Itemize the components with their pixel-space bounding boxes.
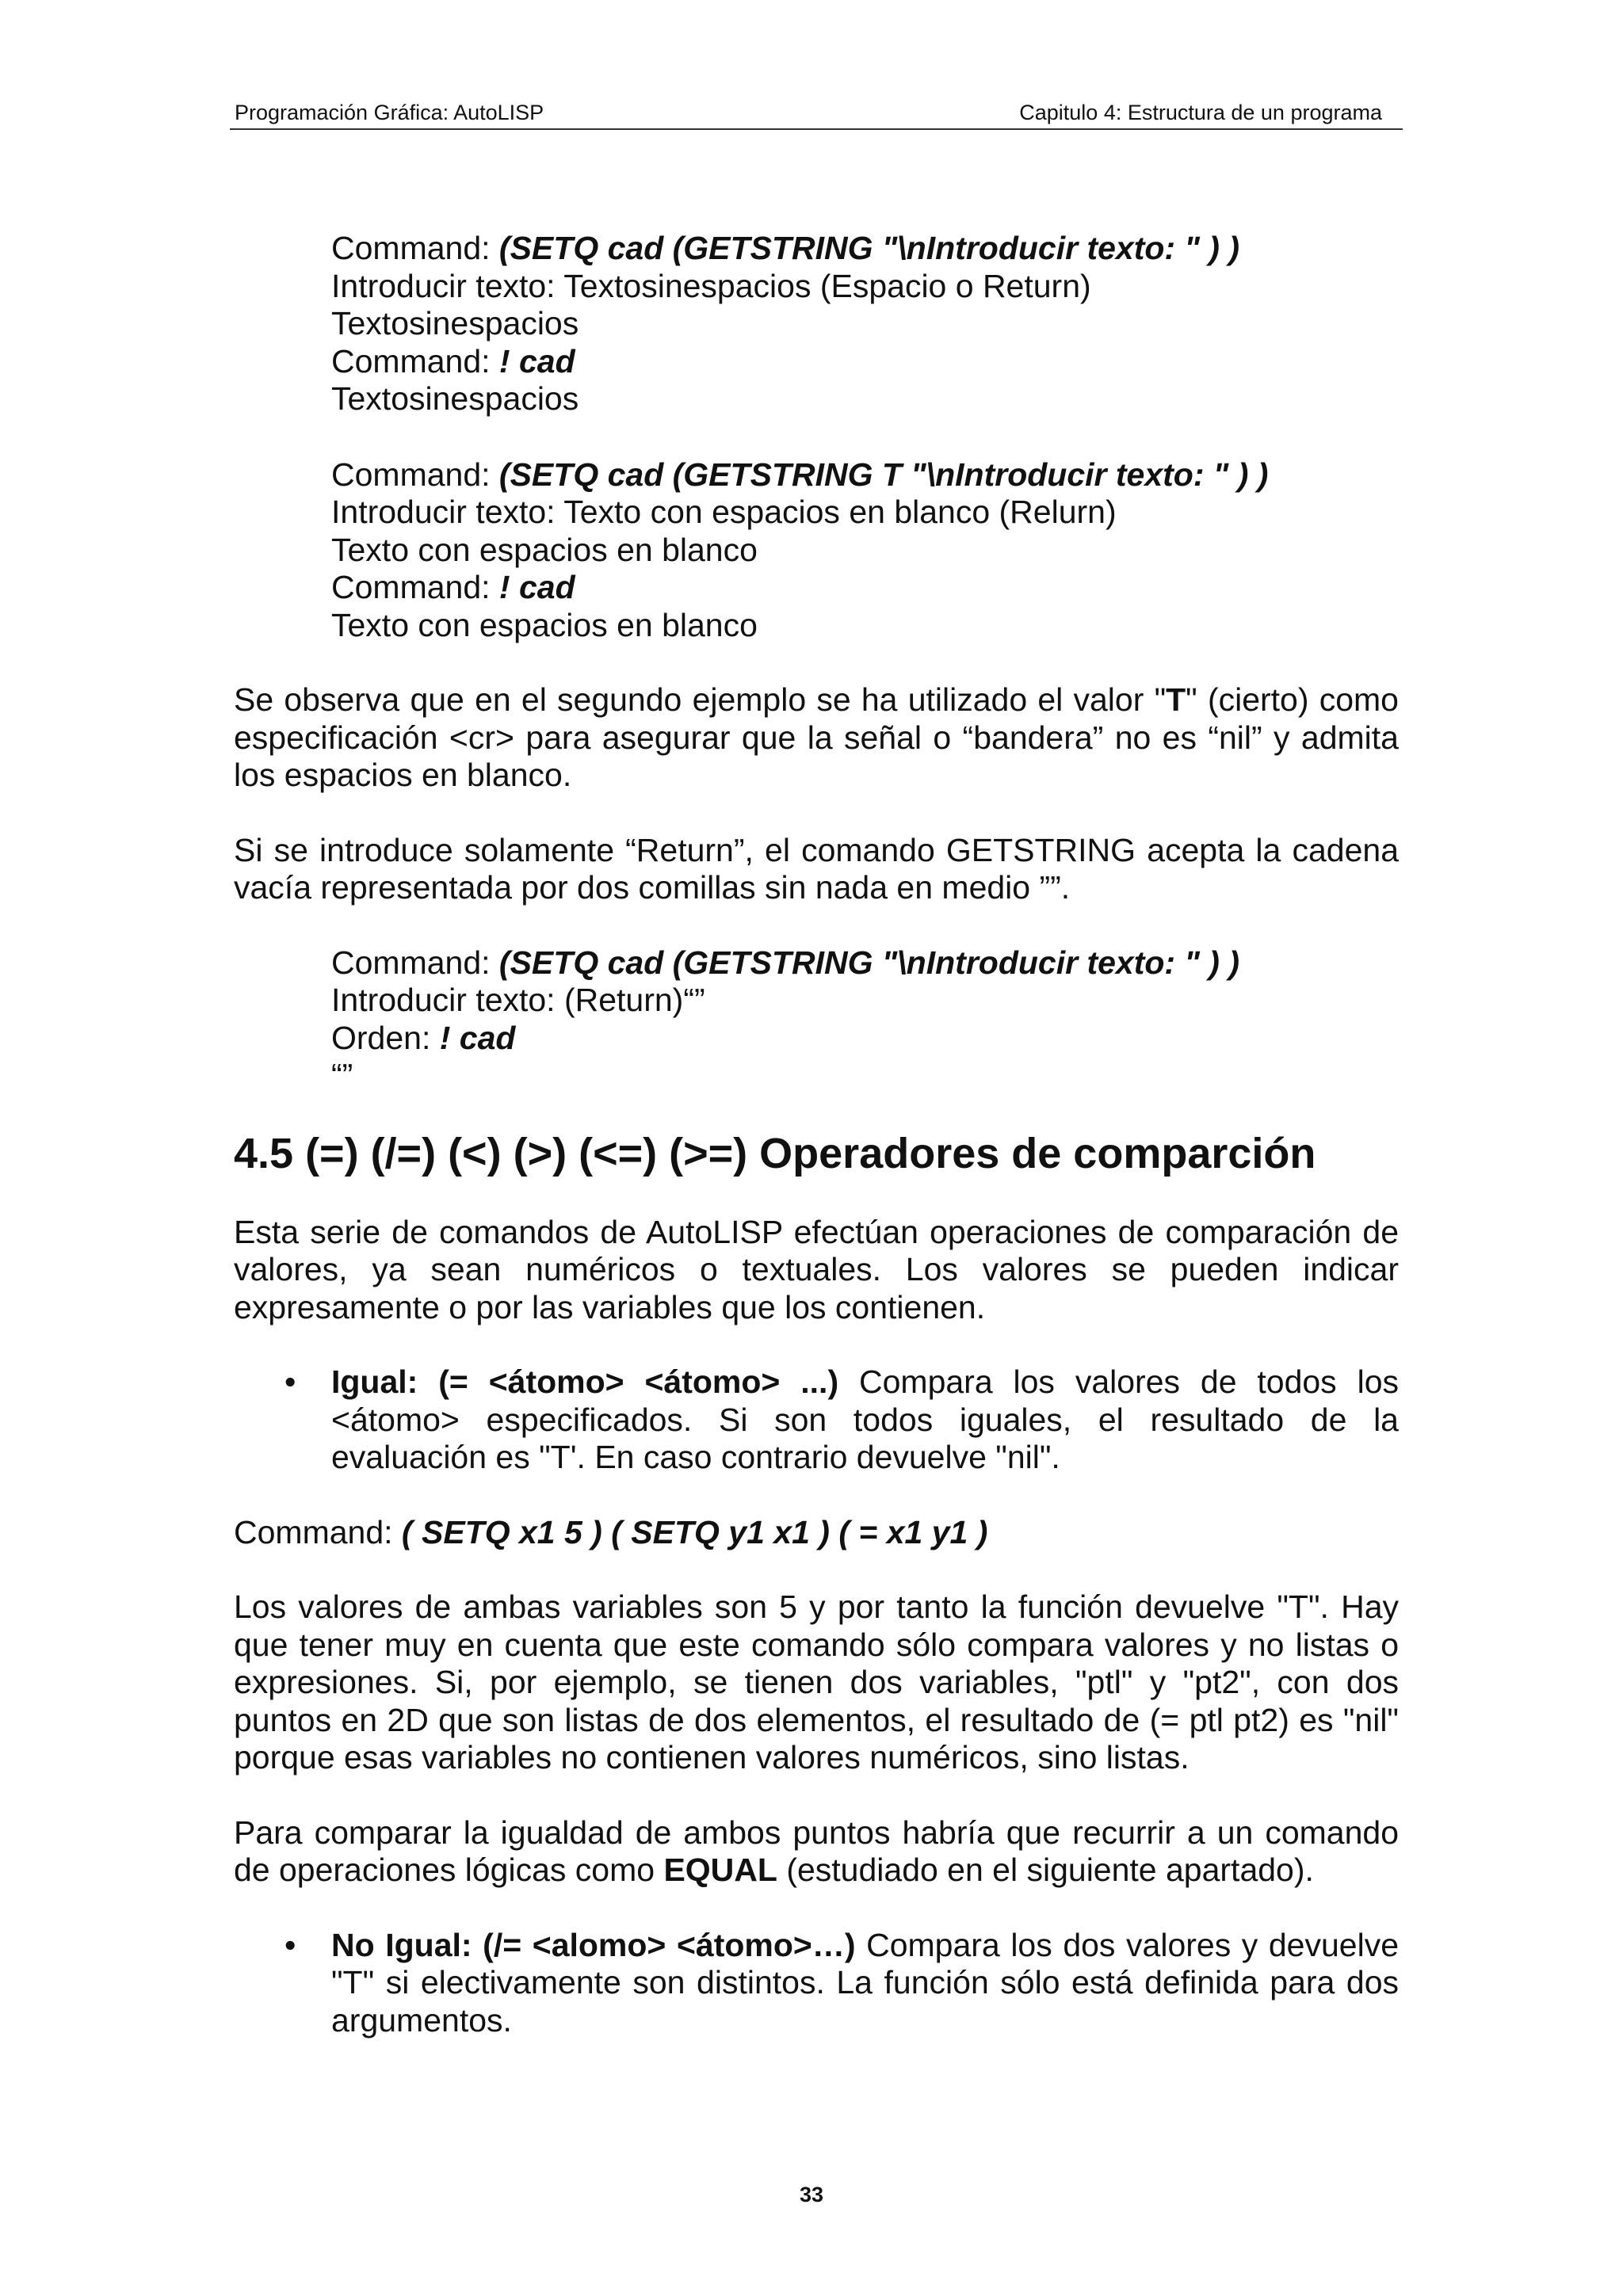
output-line: Introducir texto: (Return)“” <box>331 982 705 1018</box>
command-line <box>331 944 1399 982</box>
command-code: ( SETQ x1 5 ) ( SETQ y1 x1 ) ( = x1 y1 ) <box>401 1513 988 1550</box>
output-line: Introducir texto: Texto con espacios en blanco (Relurn) <box>331 494 1117 530</box>
header-book-title: Programación Gráfica: AutoLISP <box>235 101 544 124</box>
page-number: 33 <box>799 2183 824 2206</box>
paragraph-return: Si se introduce solamente “Return”, el comando GETSTRING acepta la cadena vacía representada por dos comillas sin nada en medio ””. <box>234 831 1399 906</box>
paragraph-intro: Esta serie de comandos de AutoLISP efectúan operaciones de comparación de valores, ya sean numéricos o textuales. Los valores se pueden indicar expresamente o por las variables que los contienen. <box>234 1213 1399 1325</box>
header-chapter-title: Capitulo 4: Estructura de un programa <box>1019 101 1382 124</box>
paragraph-explanation: Los valores de ambas variables son 5 y por tanto la función devuelve "T". Hay que tener muy en cuenta que este comando sólo compara valores y no listas o expresiones. Si, por ejemplo, se tienen dos variables, "ptl" y "pt2", con dos puntos en 2D que son listas de dos elementos, el resultado de (= ptl pt2) es "nil" porque esas variables no contienen valores numéricos, sino listas. <box>234 1589 1399 1775</box>
command-code: ! cad <box>439 1019 516 1056</box>
command-code: (SETQ cad (GETSTRING T "\nIntroducir texto: " ) ) <box>498 456 1269 493</box>
page-header <box>230 97 1403 130</box>
output-line: Texto con espacios en blanco <box>331 606 758 643</box>
command-prompt: Command: <box>331 342 499 379</box>
paragraph-observation <box>234 681 1399 795</box>
text-span: (estudiado en el siguiente apartado). <box>777 1852 1314 1888</box>
command-line <box>234 1514 1399 1552</box>
command-code: ! cad <box>498 342 575 379</box>
output-line: Textosinespacios <box>331 380 579 417</box>
paragraph-equal <box>234 1814 1399 1890</box>
text-span: Para comparar la igualdad de ambos puntos habría que recurrir a un comando de operaciones lógicas como <box>234 1814 1399 1888</box>
page-content <box>234 230 1399 2039</box>
text-span: Se observa que en el segundo ejemplo se ha utilizado el valor " <box>234 681 1167 718</box>
output-line: Texto con espacios en blanco <box>331 531 758 568</box>
command-code: (SETQ cad (GETSTRING "\nIntroducir texto: " ) ) <box>498 230 1239 266</box>
command-prompt: Command: <box>331 944 499 981</box>
command-prompt: Command: <box>331 569 499 605</box>
bullet-term: Igual: (= <átomo> <átomo> ...) <box>331 1363 839 1400</box>
command-example-2 <box>331 456 1399 645</box>
bullet-term: No Igual: (/= <alomo> <átomo>…) <box>331 1926 856 1963</box>
command-line <box>331 1020 1399 1058</box>
bullet-igual <box>234 1363 1399 1477</box>
command-prompt: Command: <box>234 1513 402 1550</box>
bullet-no-igual <box>234 1927 1399 2040</box>
output-line: Textosinespacios <box>331 305 579 341</box>
section-heading: 4.5 (=) (/=) (<) (>) (<=) (>=) Operadores de comparción <box>234 1129 1316 1177</box>
bullet-description: Compara los valores de todos los <átomo> especificados. Si son todos iguales, el resultado de la evaluación es "T'. En caso contrario devuelve "nil". <box>331 1363 1399 1475</box>
command-code: ! cad <box>498 569 575 605</box>
command-prompt: Command: <box>331 456 499 493</box>
command-code: (SETQ cad (GETSTRING "\nIntroducir texto: " ) ) <box>498 944 1239 981</box>
bold-span: T <box>1166 681 1186 718</box>
bullet-dot: • <box>285 1363 296 1400</box>
command-prompt: Orden: <box>331 1019 440 1056</box>
output-line: “” <box>331 1057 353 1093</box>
command-example-3 <box>331 944 1399 1095</box>
output-line: Introducir texto: Textosinespacios (Espacio o Return) <box>331 267 1091 304</box>
command-example-1 <box>331 230 1399 418</box>
text-span: " (cierto) como especificación <cr> para asegurar que la señal o “bandera” no es “nil” y admita los espacios en blanco. <box>234 681 1399 793</box>
command-prompt: Command: <box>331 230 499 266</box>
command-line <box>331 456 1399 494</box>
command-line <box>331 230 1399 268</box>
bullet-description: Compara los dos valores y devuelve "T" si electivamente son distintos. La función sólo está definida para dos argumentos. <box>331 1926 1400 2039</box>
command-line <box>331 569 1399 607</box>
command-line <box>331 343 1399 381</box>
bullet-dot: • <box>285 1926 296 1963</box>
bold-span: EQUAL <box>663 1852 777 1888</box>
